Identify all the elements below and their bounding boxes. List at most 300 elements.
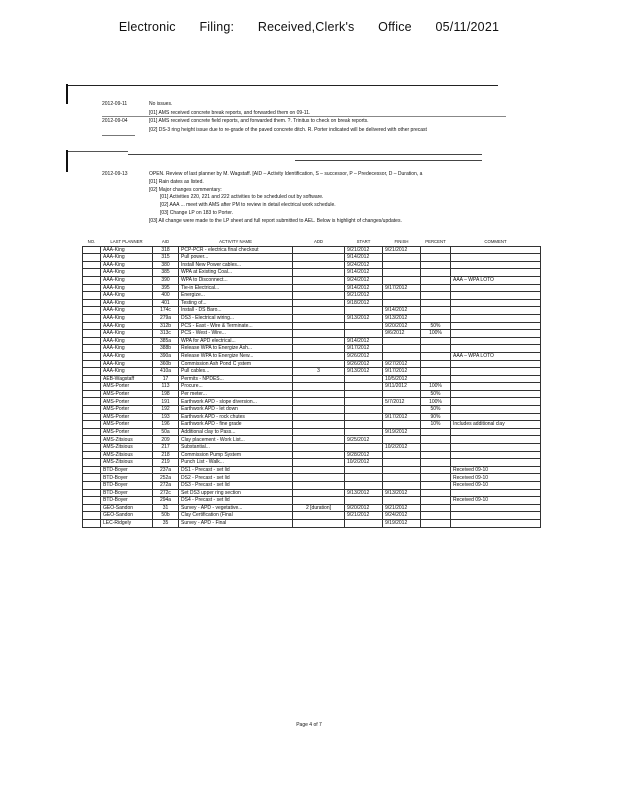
cell-start [345,322,383,330]
cell-aid: 401 [153,299,179,307]
cell-no [83,330,101,338]
note-line: [01] Rain dates as listed. [149,178,204,185]
cell-aid: 272a [153,482,179,490]
cell-no [83,474,101,482]
cell-comment [451,330,541,338]
cell-add [293,276,345,284]
cell-finish: 9/11/2012 [383,383,421,391]
cell-last-planner: AMS-Porter [101,390,153,398]
cell-comment [451,337,541,345]
cell-start: 9/13/2012 [345,489,383,497]
cell-activity-name: DS3 - Precast - set lid [179,482,293,490]
cell-activity-name: Procure... [179,383,293,391]
cell-activity-name: PCS - West - Wire... [179,330,293,338]
cell-start [345,482,383,490]
cell-percent: 90% [421,413,451,421]
cell-start: 9/26/2012 [345,352,383,360]
cell-add [293,474,345,482]
table-row [83,459,541,467]
cell-finish: 9/21/2012 [383,504,421,512]
cell-percent [421,504,451,512]
cell-last-planner: AAA-King [101,276,153,284]
cell-finish: 10/5/2012 [383,375,421,383]
cell-last-planner: AEB-Wagstaff [101,375,153,383]
note-text: [02] DS-3 ring height issue due to re-grade of the paved concrete ditch. R. Porter indicated will be delivered with other precast [149,126,427,133]
table-row [83,421,541,429]
cell-finish: 5/7/2012 [383,398,421,406]
cell-start: 9/20/2012 [345,504,383,512]
cell-comment [451,413,541,421]
cell-add [293,375,345,383]
header-activity-name: ACTIVITY NAME [179,239,293,246]
cell-comment [451,428,541,436]
cell-comment [451,269,541,277]
cell-percent [421,444,451,452]
cell-add [293,497,345,505]
cell-percent [421,307,451,315]
cell-activity-name: Permits - NPDES... [179,375,293,383]
table-row [83,314,541,322]
cell-activity-name: Substantial... [179,444,293,452]
header-date: 05/11/2021 [435,20,500,34]
header-aid: AID [153,239,179,246]
last-planner-table [82,239,541,528]
cell-finish [383,299,421,307]
cell-add [293,444,345,452]
cell-start: 9/21/2012 [345,246,383,254]
cell-no [83,284,101,292]
cell-activity-name: WPA at Existing Coal... [179,269,293,277]
note-line: [02] Major changes commentary: [149,186,222,193]
header-office: Office [378,20,412,34]
note-date: 2012-09-13 [102,171,128,177]
table-row [83,390,541,398]
header-no: NO. [83,239,101,246]
scan-edge-mark [66,150,68,172]
cell-comment [451,368,541,376]
cell-comment [451,512,541,520]
cell-comment [451,314,541,322]
cell-comment [451,459,541,467]
note-subline: [03] Change LP on 183 to Porter. [160,209,234,216]
cell-start [345,375,383,383]
cell-add [293,299,345,307]
cell-no [83,436,101,444]
cell-activity-name: Additional clay to Pass... [179,428,293,436]
cell-percent: 10% [421,421,451,429]
cell-percent [421,459,451,467]
cell-last-planner: GEO-Sandon [101,504,153,512]
cell-comment: Received 09-10 [451,474,541,482]
cell-percent: 100% [421,383,451,391]
cell-start: 9/17/2012 [345,345,383,353]
cell-add [293,451,345,459]
header-electronic: Electronic [118,20,176,34]
cell-add [293,307,345,315]
cell-add [293,466,345,474]
cell-comment [451,504,541,512]
cell-start: 9/24/2012 [345,261,383,269]
cell-percent [421,375,451,383]
table-header-row [83,239,541,246]
cell-percent [421,474,451,482]
cell-start: 9/18/2012 [345,299,383,307]
table-row [83,489,541,497]
cell-percent [421,360,451,368]
cell-add [293,322,345,330]
table-row [83,360,541,368]
cell-comment [451,292,541,300]
cell-add [293,512,345,520]
table-row [83,428,541,436]
table-row [83,299,541,307]
cell-percent [421,261,451,269]
cell-comment [451,345,541,353]
cell-last-planner: AMS-Porter [101,406,153,414]
cell-no [83,292,101,300]
cell-finish [383,406,421,414]
table-row [83,444,541,452]
table-row [83,292,541,300]
table-row [83,466,541,474]
cell-add [293,413,345,421]
section2-rule-right [295,160,482,161]
table-row [83,451,541,459]
cell-no [83,428,101,436]
header-received: Received,Clerk's [257,20,355,34]
cell-comment [451,322,541,330]
cell-percent [421,254,451,262]
cell-aid: 395 [153,284,179,292]
cell-no [83,398,101,406]
cell-start: 9/25/2012 [345,436,383,444]
cell-percent [421,276,451,284]
cell-aid: 192 [153,406,179,414]
cell-activity-name: Earthwork APD - rock chutes [179,413,293,421]
cell-no [83,383,101,391]
cell-aid: 35 [153,519,179,527]
cell-finish: 9/13/2012 [383,489,421,497]
cell-activity-name: Clay placement - Work List... [179,436,293,444]
cell-start: 10/2/2012 [345,459,383,467]
note-row [102,126,427,135]
cell-activity-name: Survey - APD - vegetative... [179,504,293,512]
cell-start: 9/14/2012 [345,337,383,345]
cell-last-planner: BTD-Boyer [101,474,153,482]
cell-no [83,299,101,307]
cell-no [83,261,101,269]
cell-percent [421,451,451,459]
cell-percent [421,428,451,436]
cell-no [83,314,101,322]
cell-last-planner: AAA-King [101,307,153,315]
cell-no [83,276,101,284]
cell-last-planner: LEC-Ridgely [101,519,153,527]
cell-activity-name: Clay Certification (Final [179,512,293,520]
cell-start: 9/14/2012 [345,284,383,292]
note-row [102,117,427,126]
cell-aid: 410a [153,368,179,376]
cell-no [83,421,101,429]
cell-add [293,421,345,429]
cell-aid: 191 [153,398,179,406]
cell-aid: 380 [153,261,179,269]
cell-aid: 385 [153,269,179,277]
cell-no [83,246,101,254]
cell-comment [451,383,541,391]
cell-finish [383,474,421,482]
cell-percent: 50% [421,322,451,330]
cell-no [83,254,101,262]
cell-activity-name: PCS - East - Wire & Terminate... [179,322,293,330]
cell-activity-name: Earthwork APD - slope diversion... [179,398,293,406]
cell-last-planner: AAA-King [101,360,153,368]
cell-percent: 100% [421,330,451,338]
cell-start: 9/14/2012 [345,254,383,262]
cell-start [345,428,383,436]
note-row [102,100,427,109]
scan-edge-mark [66,84,68,104]
note-text: [01] AMS received concrete field reports, and forwarded them. ?. Trinitus to check on break reports. [149,118,369,124]
cell-activity-name: Energize... [179,292,293,300]
cell-aid: 294a [153,497,179,505]
header-last-planner: LAST PLANNER [101,239,153,246]
cell-finish [383,459,421,467]
cell-aid: 193 [153,413,179,421]
cell-add [293,345,345,353]
cell-activity-name: Pull cables... [179,368,293,376]
cell-start: 9/13/2012 [345,314,383,322]
cell-add [293,482,345,490]
note-subline: [01] Activities 220, 221 and 222 activities to be scheduled out by software. [160,194,324,201]
cell-no [83,489,101,497]
cell-finish [383,292,421,300]
cell-percent [421,352,451,360]
cell-percent [421,519,451,527]
cell-last-planner: AMS-Zitsious [101,459,153,467]
cell-start [345,390,383,398]
cell-activity-name: Tie-in Electrical... [179,284,293,292]
cell-comment [451,360,541,368]
cell-aid: 50a [153,428,179,436]
cell-add [293,254,345,262]
cell-activity-name: Per meter... [179,390,293,398]
table-row [83,284,541,292]
table-row [83,337,541,345]
cell-finish: 9/19/2012 [383,428,421,436]
section2-top-rule-left [68,151,128,152]
cell-last-planner: AAA-King [101,246,153,254]
cell-aid: 252a [153,474,179,482]
cell-activity-name: Release WPA to Energize Ash... [179,345,293,353]
cell-activity-name: Commission Ash Pond C ystem [179,360,293,368]
table-row [83,406,541,414]
cell-add [293,398,345,406]
cell-activity-name: Install New Power cables... [179,261,293,269]
cell-last-planner: AAA-King [101,284,153,292]
cell-finish: 9/17/2012 [383,368,421,376]
table-row [83,383,541,391]
cell-add: 3 [293,368,345,376]
cell-start [345,413,383,421]
cell-percent [421,292,451,300]
cell-comment: Includes additional clay [451,421,541,429]
cell-last-planner: AAA-King [101,322,153,330]
cell-activity-name: DS4 - Precast - set lid [179,497,293,505]
note-text: [01] AMS received concrete break reports, and forwarded them on 09-11. [149,109,311,116]
cell-percent [421,284,451,292]
cell-activity-name: Earthwork APD - fine grade [179,421,293,429]
cell-comment [451,284,541,292]
cell-no [83,368,101,376]
cell-percent [421,368,451,376]
header-percent: PERCENT [421,239,451,246]
cell-last-planner: BTD-Boyer [101,489,153,497]
header-finish: FINISH [383,239,421,246]
table-row [83,497,541,505]
table-row [83,330,541,338]
cell-aid: 198 [153,390,179,398]
cell-aid: 272c [153,489,179,497]
table-row [83,512,541,520]
cell-aid: 196 [153,421,179,429]
cell-comment [451,254,541,262]
cell-last-planner: AAA-King [101,261,153,269]
cell-start: 9/26/2012 [345,360,383,368]
cell-percent [421,466,451,474]
cell-finish [383,254,421,262]
cell-start [345,474,383,482]
cell-no [83,497,101,505]
cell-last-planner: BTD-Boyer [101,466,153,474]
cell-add [293,292,345,300]
cell-comment [451,398,541,406]
cell-last-planner: AMS-Porter [101,413,153,421]
cell-comment [451,390,541,398]
cell-aid: 219 [153,459,179,467]
cell-aid: 217 [153,444,179,452]
cell-comment: AAA – WPA LOTO [451,276,541,284]
cell-percent [421,314,451,322]
cell-percent: 100% [421,398,451,406]
table-row [83,413,541,421]
cell-activity-name: PCP-PCR - electrica final checkout [179,246,293,254]
table-row [83,474,541,482]
cell-finish [383,276,421,284]
cell-last-planner: AMS-Porter [101,421,153,429]
cell-percent [421,512,451,520]
cell-comment [451,451,541,459]
cell-last-planner: AAA-King [101,352,153,360]
cell-start [345,519,383,527]
page-number: Page 4 of 7 [296,722,322,728]
cell-no [83,504,101,512]
section1-notes [102,100,427,134]
cell-activity-name: Release WPA to Energize New... [179,352,293,360]
cell-last-planner: AMS-Zitsious [101,436,153,444]
cell-activity-name: DS3 - Electrical wiring... [179,314,293,322]
cell-start [345,307,383,315]
cell-percent [421,497,451,505]
table-row [83,352,541,360]
cell-percent [421,299,451,307]
cell-start: 9/21/2012 [345,512,383,520]
cell-finish [383,390,421,398]
cell-finish [383,269,421,277]
cell-add [293,246,345,254]
cell-activity-name: WPA to Disconnect... [179,276,293,284]
cell-finish [383,337,421,345]
filing-header [0,20,618,34]
table-row [83,504,541,512]
cell-activity-name: Testing of... [179,299,293,307]
cell-no [83,451,101,459]
cell-finish [383,436,421,444]
cell-aid: 31 [153,504,179,512]
cell-aid: 390a [153,352,179,360]
cell-start: 9/28/2012 [345,451,383,459]
cell-comment: Received 09-10 [451,482,541,490]
cell-finish [383,421,421,429]
cell-activity-name: Pull power... [179,254,293,262]
cell-start [345,383,383,391]
cell-last-planner: BTD-Boyer [101,497,153,505]
cell-start [345,398,383,406]
note-line: [03] All change were made to the LP sheet and full report submitted to AEL. Below is highlight of changes/updates. [149,217,402,224]
cell-aid: 209 [153,436,179,444]
cell-aid: 390 [153,276,179,284]
cell-aid: 400 [153,292,179,300]
cell-no [83,413,101,421]
cell-start: 9/13/2012 [345,368,383,376]
cell-no [83,352,101,360]
table-body [83,246,541,527]
cell-finish: 9/6/2012 [383,330,421,338]
cell-finish [383,352,421,360]
cell-add [293,337,345,345]
cell-start [345,444,383,452]
cell-start [345,421,383,429]
cell-percent: 50% [421,406,451,414]
cell-finish [383,261,421,269]
cell-aid: 218 [153,451,179,459]
cell-start [345,330,383,338]
cell-activity-name: DS1 - Precast - set lid [179,466,293,474]
cell-no [83,360,101,368]
cell-percent: 50% [421,390,451,398]
cell-activity-name: Punch List - Walk... [179,459,293,467]
cell-add [293,519,345,527]
cell-last-planner: AMS-Porter [101,383,153,391]
note-date: 2012-09-04 [102,118,128,124]
cell-finish [383,482,421,490]
cell-finish [383,497,421,505]
cell-comment [451,307,541,315]
cell-activity-name: WPA for APD electrical... [179,337,293,345]
table-row [83,398,541,406]
cell-percent [421,489,451,497]
cell-aid: 315 [153,254,179,262]
cell-last-planner: AAA-King [101,269,153,277]
table-row [83,246,541,254]
table-row [83,368,541,376]
cell-last-planner: AAA-King [101,337,153,345]
cell-aid: 385a [153,337,179,345]
note-date: 2012-09-11 [102,101,128,107]
cell-last-planner: AMS-Zitsious [101,444,153,452]
cell-add [293,269,345,277]
cell-start [345,406,383,414]
